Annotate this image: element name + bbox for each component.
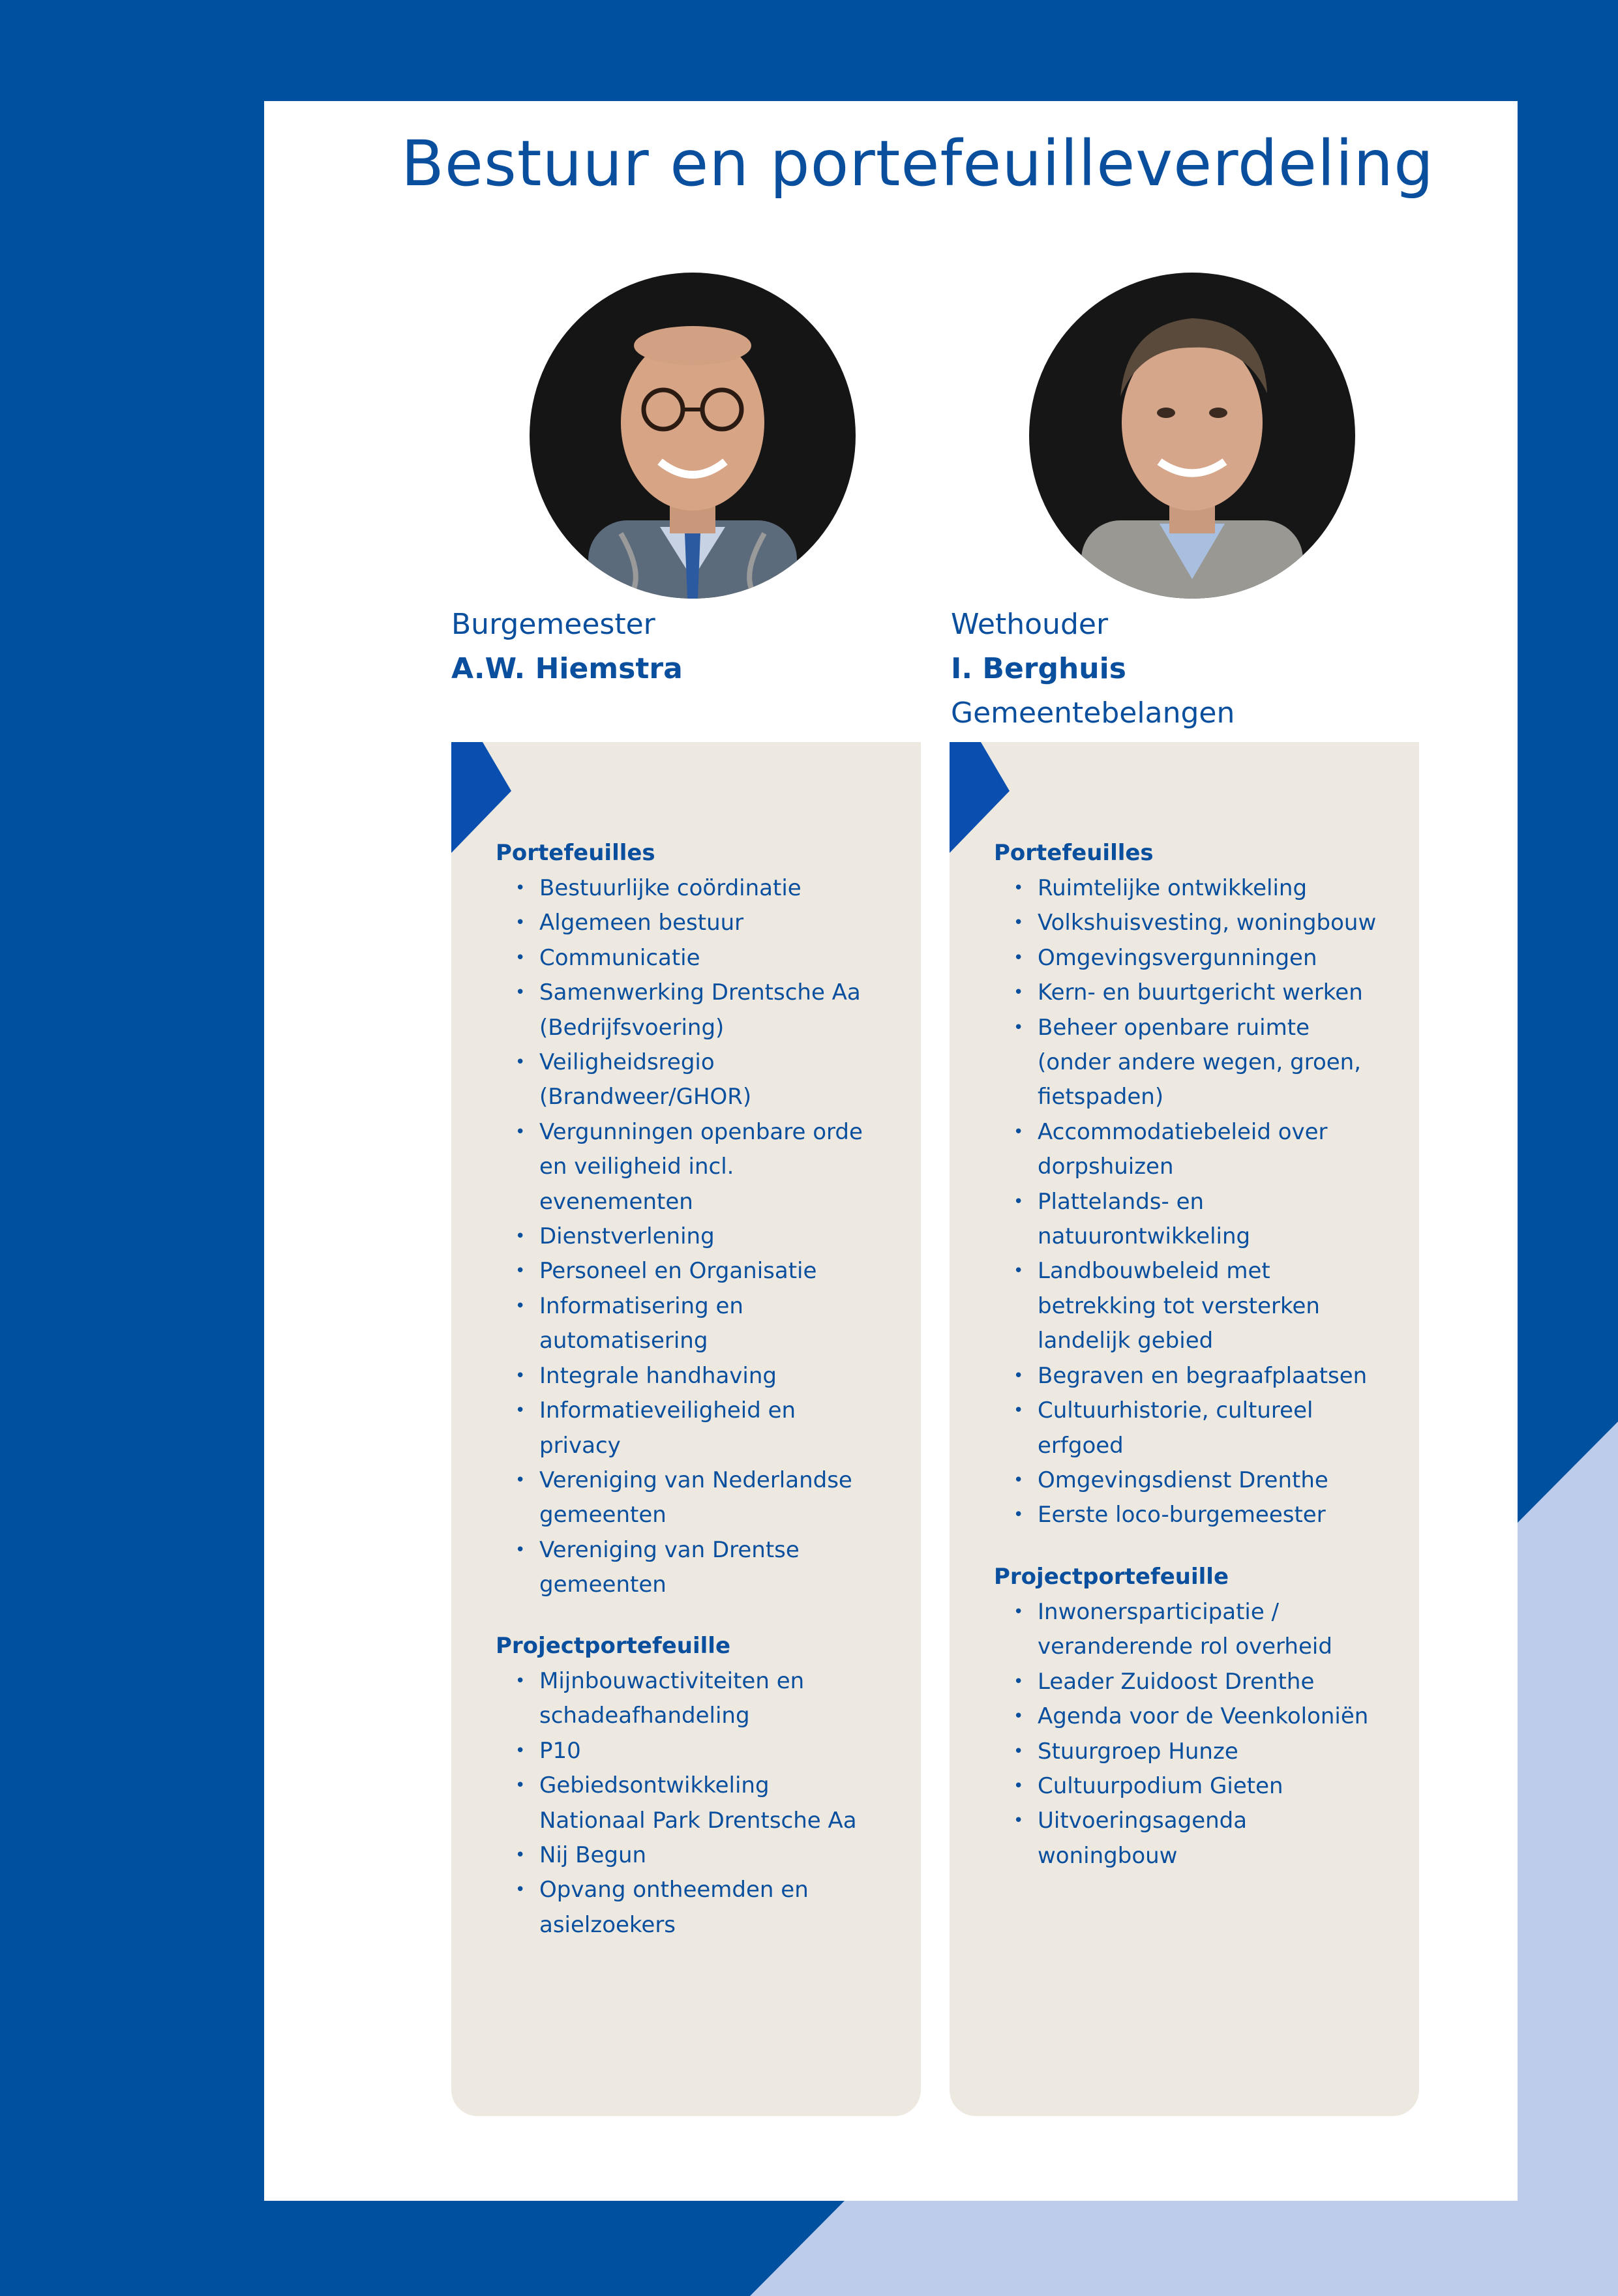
projects-heading: Projectportefeuille xyxy=(994,1564,1229,1590)
page-title: Bestuur en portefeuilleverdeling xyxy=(400,127,1435,200)
list-item: • Leader Zuidoost Drenthe xyxy=(994,1665,1418,1699)
list-item: • Volkshuisvesting, woningbouw xyxy=(994,906,1418,940)
member-name: A.W. Hiemstra xyxy=(451,652,683,685)
member-role: Burgemeester xyxy=(451,608,655,641)
list-item: • Samenwerking Drentsche Aa (Bedrijfsvoering) xyxy=(496,976,920,1045)
member-party: Gemeentebelangen xyxy=(951,696,1235,730)
list-item: • Inwonersparticipatie / veranderende rol overheid xyxy=(994,1595,1418,1665)
list-item: • Cultuurpodium Gieten xyxy=(994,1769,1418,1804)
list-item: • Begraven en begraafplaatsen xyxy=(994,1359,1418,1394)
portfolio-list xyxy=(496,871,920,1603)
project-list xyxy=(496,1664,920,1943)
project-list xyxy=(994,1595,1418,1873)
list-item: • Uitvoeringsagenda woningbouw xyxy=(994,1804,1418,1873)
list-item: • Bestuurlijke coördinatie xyxy=(496,871,920,906)
list-item: • Personeel en Organisatie xyxy=(496,1254,920,1289)
member-role: Wethouder xyxy=(951,608,1109,641)
list-item: • Mijnbouwactiviteiten en schadeafhandeling xyxy=(496,1664,920,1734)
list-item: • Informatisering en automatisering xyxy=(496,1289,920,1359)
list-item: • Vereniging van Drentse gemeenten xyxy=(496,1533,920,1603)
list-item: • Accommodatiebeleid over dorpshuizen xyxy=(994,1115,1418,1185)
portfolios-heading: Portefeuilles xyxy=(994,840,1154,866)
portfolio-card xyxy=(950,742,1419,2116)
portrait-photo-berghuis xyxy=(1029,273,1355,599)
card-notch-decoration xyxy=(950,742,1010,853)
list-item: • Kern- en buurtgericht werken xyxy=(994,976,1418,1010)
list-item: • Veiligheidsregio (Brandweer/GHOR) xyxy=(496,1045,920,1115)
portfolio-card xyxy=(451,742,921,2116)
list-item: • Communicatie xyxy=(496,941,920,976)
list-item: • P10 xyxy=(496,1734,920,1768)
list-item: • Opvang ontheemden en asielzoekers xyxy=(496,1873,920,1943)
list-item: • Agenda voor de Veenkoloniën xyxy=(994,1699,1418,1734)
list-item: • Omgevingsdienst Drenthe xyxy=(994,1463,1418,1498)
list-item: • Vergunningen openbare orde en veiligheid incl. evenementen xyxy=(496,1115,920,1219)
member-name: I. Berghuis xyxy=(951,652,1126,685)
portfolios-heading: Portefeuilles xyxy=(496,840,655,866)
list-item: • Gebiedsontwikkeling Nationaal Park Drentsche Aa xyxy=(496,1768,920,1838)
list-item: • Ruimtelijke ontwikkeling xyxy=(994,871,1418,906)
list-item: • Cultuurhistorie, cultureel erfgoed xyxy=(994,1394,1418,1463)
list-item: • Eerste loco-burgemeester xyxy=(994,1498,1418,1532)
portrait-photo-hiemstra xyxy=(530,273,856,599)
list-item: • Beheer openbare ruimte (onder andere wegen, groen, fietspaden) xyxy=(994,1011,1418,1115)
list-item: • Vereniging van Nederlandse gemeenten xyxy=(496,1463,920,1533)
list-item: • Plattelands- en natuurontwikkeling xyxy=(994,1185,1418,1255)
portfolio-list xyxy=(994,871,1418,1533)
list-item: • Nij Begun xyxy=(496,1838,920,1873)
list-item: • Integrale handhaving xyxy=(496,1359,920,1394)
card-notch-decoration xyxy=(451,742,511,853)
list-item: • Landbouwbeleid met betrekking tot versterken landelijk gebied xyxy=(994,1254,1418,1358)
list-item: • Stuurgroep Hunze xyxy=(994,1735,1418,1769)
list-item: • Omgevingsvergunningen xyxy=(994,941,1418,976)
projects-heading: Projectportefeuille xyxy=(496,1633,731,1659)
list-item: • Informatieveiligheid en privacy xyxy=(496,1394,920,1463)
list-item: • Dienstverlening xyxy=(496,1219,920,1254)
list-item: • Algemeen bestuur xyxy=(496,906,920,940)
